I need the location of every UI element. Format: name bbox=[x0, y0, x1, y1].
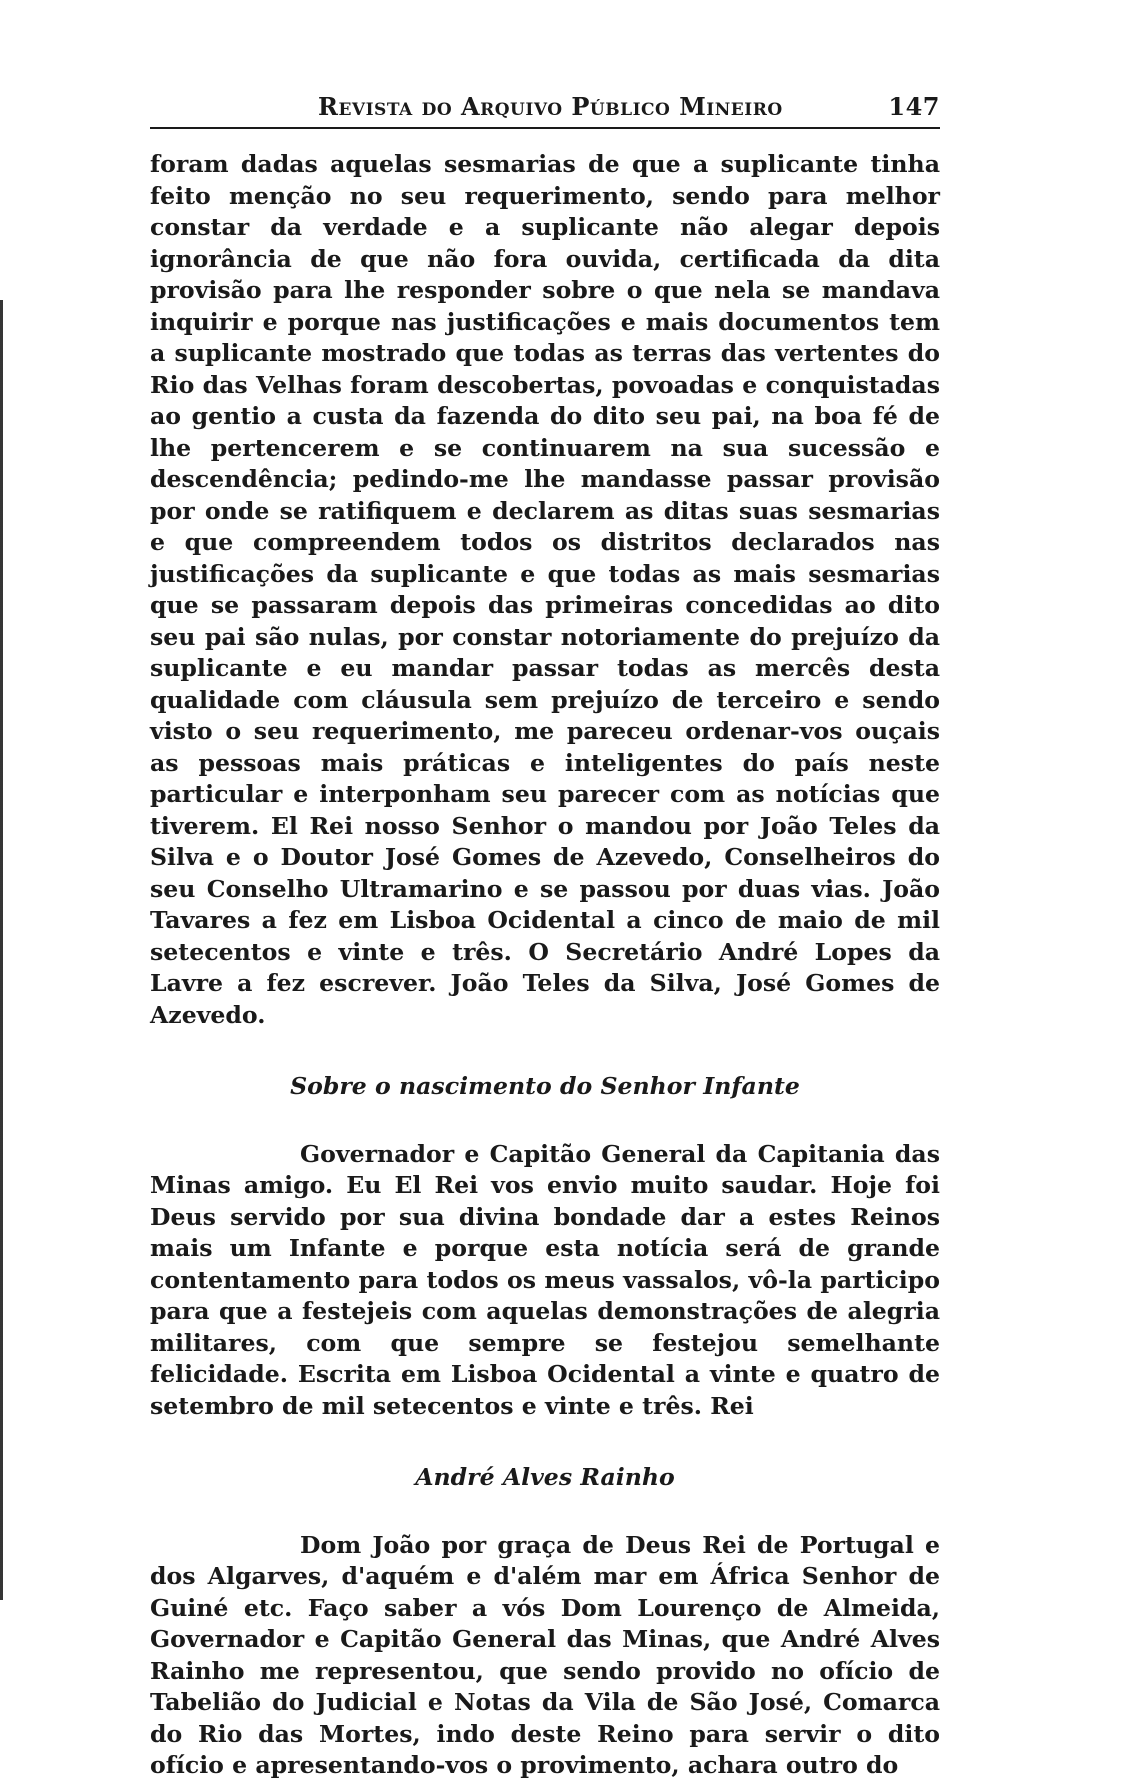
section-heading-rainho: André Alves Rainho bbox=[415, 1463, 675, 1491]
journal-title: Revista do Arquivo Público Mineiro bbox=[318, 92, 783, 121]
paragraph-letter-infante: Governador e Capitão General da Capitania das Minas amigo. Eu El Rei vos envio muito saudar. Hoje foi Deus servido por sua divina bondade dar a estes Reinos mais um Infante e porque esta notícia será de grande contentamento para todos os meus vassalos, vô-la participo para que a festejeis com aquelas demonstrações de alegria militares, com que sempre se festejou semelhante felicidade. Escrita em Lisboa Ocidental a vinte e quatro de setembro de mil setecentos e vinte e três. Rei bbox=[150, 1139, 940, 1420]
section-heading-infante: Sobre o nascimento do Senhor Infante bbox=[290, 1072, 800, 1100]
document-body bbox=[150, 149, 940, 1782]
running-header bbox=[150, 92, 940, 129]
paragraph-continuation: foram dadas aquelas sesmarias de que a suplicante tinha feito menção no seu requerimento, sendo para melhor constar da verdade e a suplicante não alegar depois ignorância de que não fora ouvida, certificada da dita provisão para lhe responder sobre o que nela se mandava inquirir e porque nas justificações e mais documentos tem a suplicante mostrado que todas as terras das vertentes do Rio das Velhas foram descobertas, povoadas e conquistadas ao gentio a custa da fazenda do dito seu pai, na boa fé de lhe pertencerem e se continuarem na sua sucessão e descendência; pedindo-me lhe mandasse passar provisão por onde se ratifiquem e declarem as ditas suas sesmarias e que compreendem todos os distritos declarados nas justificações da suplicante e que todas as mais sesmarias que se passaram depois das primeiras concedidas ao dito seu pai são nulas, por constar notoriamente do prejuízo da suplicante e eu mandar passar todas as mercês desta qualidade com cláusula sem prejuízo de terceiro e sendo visto o seu requerimento, me pareceu ordenar-vos ouçais as pessoas mais práticas e inteligentes do país neste particular e interponham seu parecer com as notícias que tiverem. El Rei nosso Senhor o mandou por João Teles da Silva e o Doutor José Gomes de Azevedo, Conselheiros do seu Conselho Ultramarino e se passou por duas vias. João Tavares a fez em Lisboa Ocidental a cinco de maio de mil setecentos e vinte e três. O Secretário André Lopes da Lavre a fez escrever. João Teles da Silva, José Gomes de Azevedo. bbox=[150, 150, 940, 1029]
page-number: 147 bbox=[888, 92, 940, 121]
scan-edge-shadow bbox=[0, 300, 8, 1600]
paragraph-letter-rainho: Dom João por graça de Deus Rei de Portugal e dos Algarves, d'aquém e d'além mar em África Senhor de Guiné etc. Faço saber a vós Dom Lourenço de Almeida, Governador e Capitão General das Minas, que André Alves Rainho me representou, que sendo provido no ofício de Tabelião do Judicial e Notas da Vila de São José, Comarca do Rio das Mortes, indo deste Reino para servir o dito ofício e apresentando-vos o provimento, achara outro do bbox=[150, 1530, 940, 1779]
document-page bbox=[150, 92, 940, 1782]
